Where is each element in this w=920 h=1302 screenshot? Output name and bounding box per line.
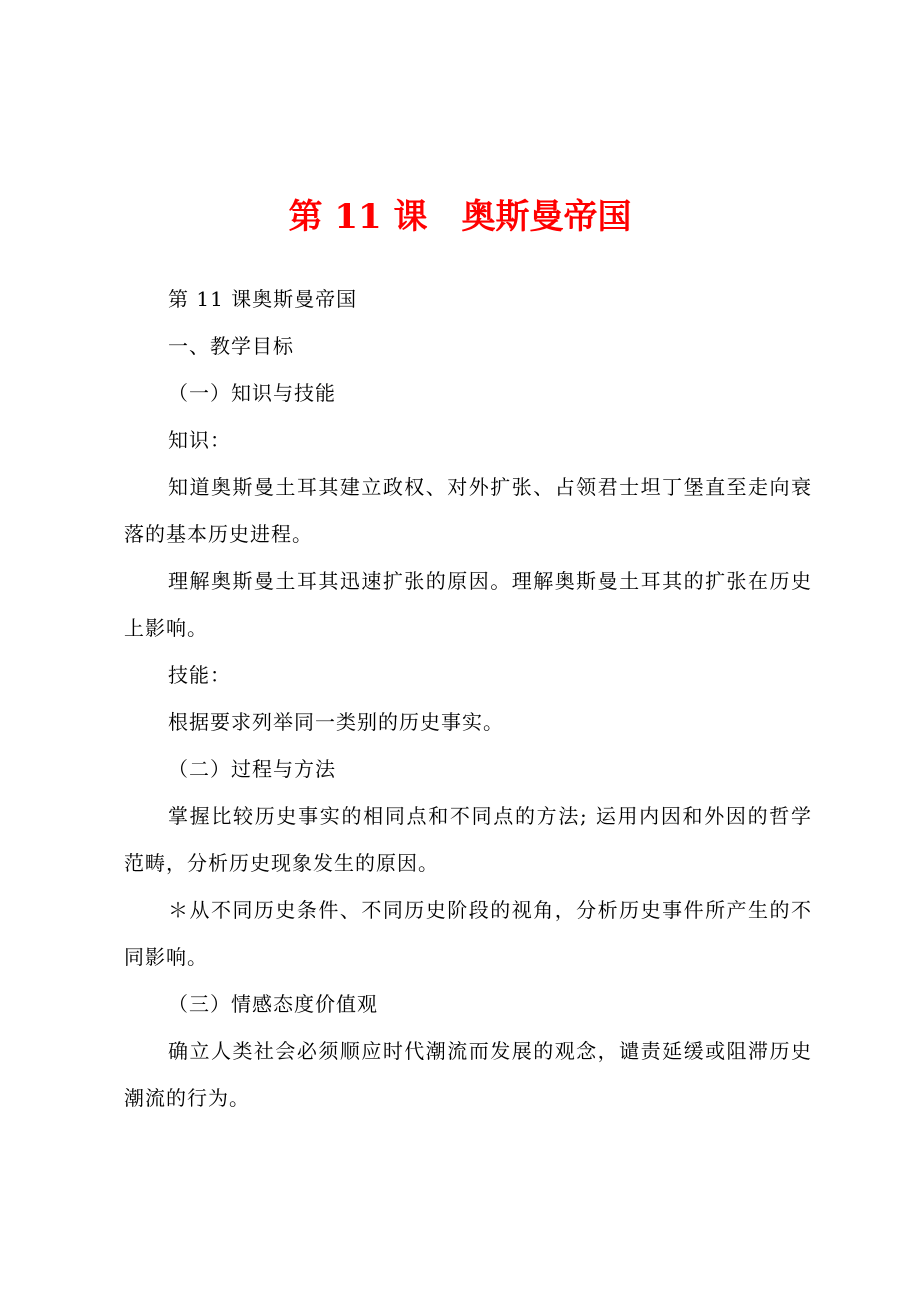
paragraph: 掌握比较历史事实的相同点和不同点的方法; 运用内因和外因的哲学范畴，分析历史现象发生的原因。 — [124, 804, 812, 875]
paragraph: 一、教学目标 — [168, 334, 294, 358]
paragraph: 知识： — [168, 428, 231, 452]
paragraph: （一）知识与技能 — [168, 381, 336, 405]
paragraph: 技能： — [168, 663, 231, 687]
paragraph: （二）过程与方法 — [168, 757, 336, 781]
paragraph: 根据要求列举同一类别的历史事实。 — [168, 710, 504, 734]
paragraph: 理解奥斯曼土耳其迅速扩张的原因。理解奥斯曼土耳其的扩张在历史上影响。 — [124, 569, 812, 640]
paragraph: ＊从不同历史条件、不同历史阶段的视角，分析历史事件所产生的不同影响。 — [124, 898, 812, 969]
paragraph: 第 11 课奥斯曼帝国 — [168, 287, 358, 311]
paragraph: 确立人类社会必须顺应时代潮流而发展的观念，谴责延缓或阻滞历史潮流的行为。 — [124, 1039, 812, 1110]
document-title: 第 11 课 奥斯曼帝国 — [288, 197, 632, 237]
paragraph: 知道奥斯曼土耳其建立政权、对外扩张、占领君士坦丁堡直至走向衰落的基本历史进程。 — [124, 475, 812, 546]
paragraph: （三）情感态度价值观 — [168, 992, 378, 1016]
document-body — [124, 276, 812, 1122]
